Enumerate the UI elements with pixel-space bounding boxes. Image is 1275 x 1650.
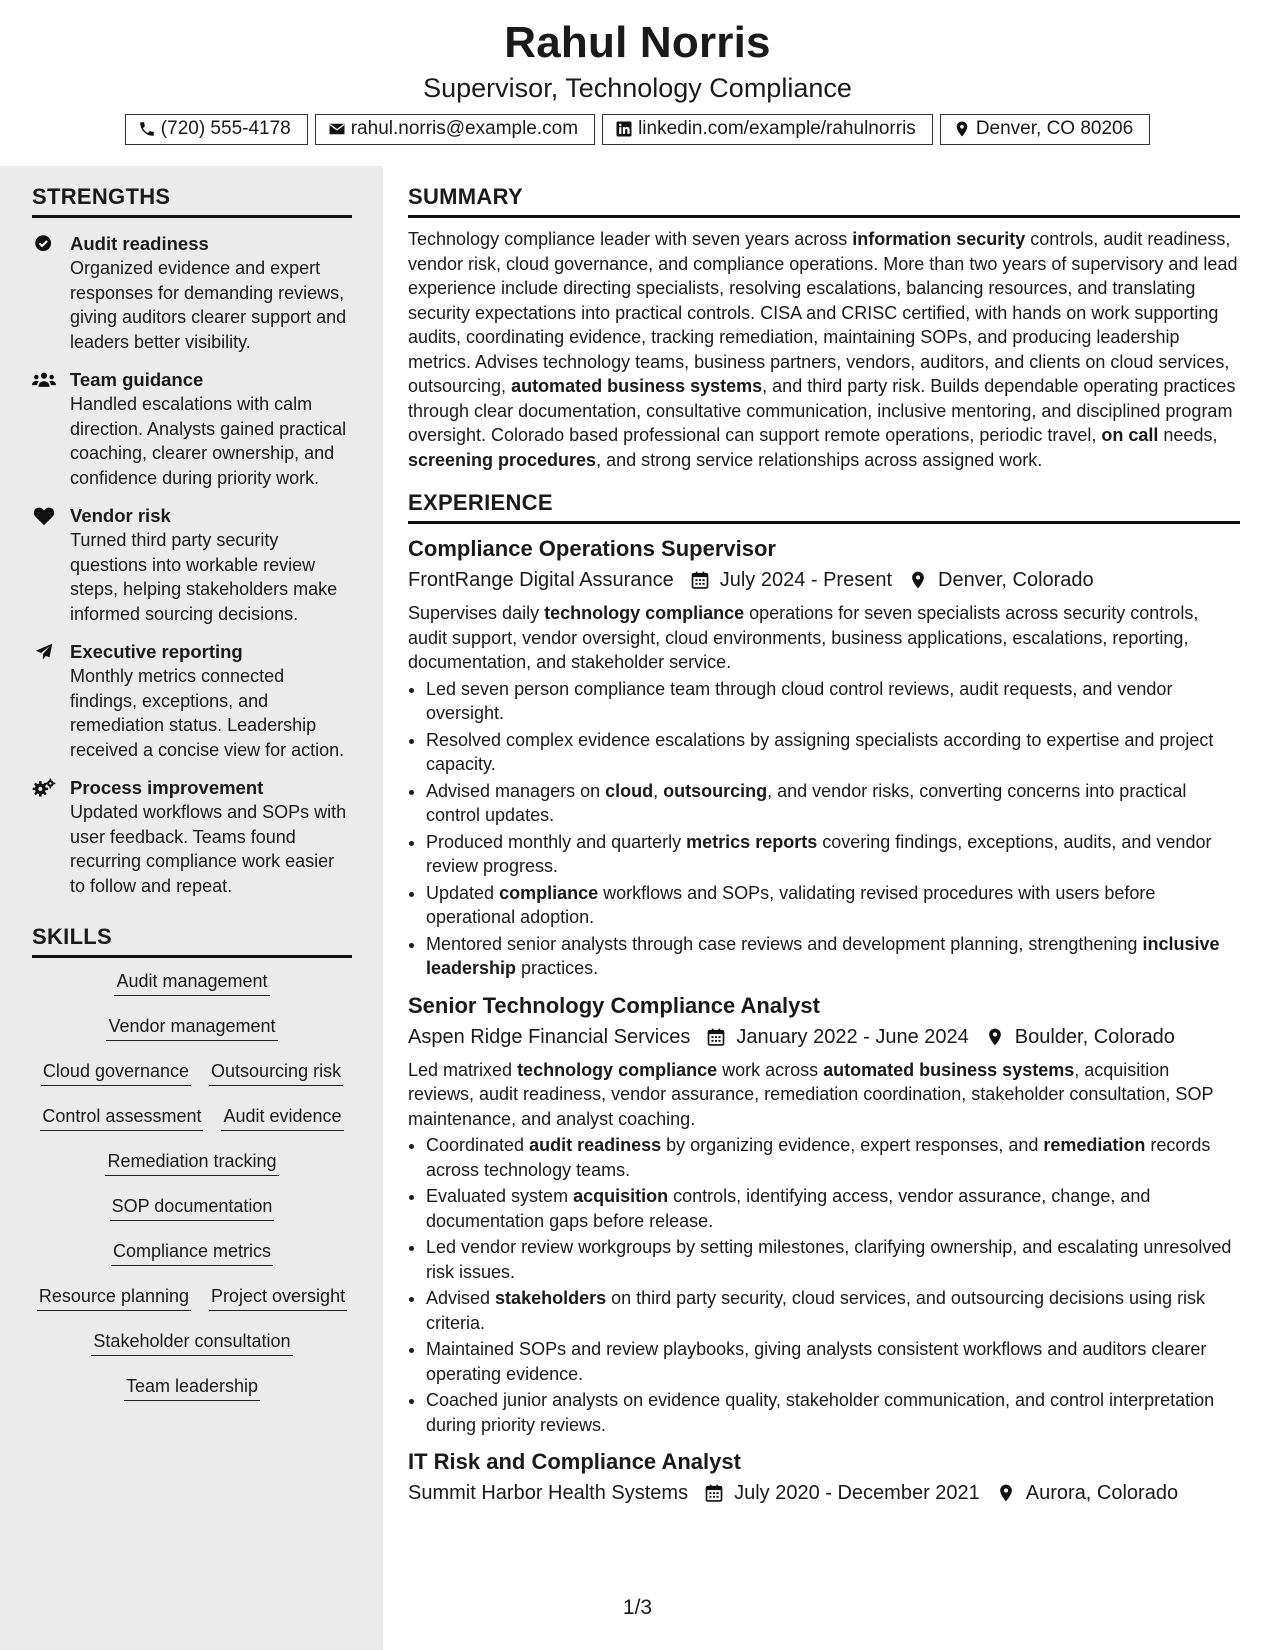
job-location: Boulder, Colorado <box>1014 1025 1175 1048</box>
strength-item <box>32 776 352 898</box>
emphasis-text: compliance <box>499 882 599 903</box>
strength-text: Organized evidence and expert responses for demanding reviews, giving auditors clearer support and leaders better visibility. <box>70 258 347 352</box>
text-run: Led seven person compliance team through cloud control reviews, audit requests, and vendor oversight. <box>426 678 1173 723</box>
skill-tag: Team leadership <box>124 1373 260 1401</box>
text-run: on third party security, cloud services, and outsourcing decisions using risk criteria. <box>426 1288 1206 1333</box>
emphasis-text: technology compliance <box>544 603 745 623</box>
text-run: by organizing evidence, expert responses, and <box>661 1135 1044 1155</box>
text-run: Updated <box>426 882 500 903</box>
text-run: Evaluated system <box>426 1186 574 1206</box>
job-meta <box>408 1478 1240 1508</box>
text-run: , and strong service relationships across assigned work. <box>596 449 1043 470</box>
text-run: workflows and SOPs, validating revised procedures with users before operational adoption. <box>426 882 1156 927</box>
emphasis-text: automated business systems <box>823 1059 1075 1080</box>
contact-linkedin[interactable] <box>602 114 933 145</box>
contact-location <box>940 114 1150 145</box>
job-bullet <box>426 677 1240 726</box>
candidate-title: Supervisor, Technology Compliance <box>423 73 852 103</box>
job-bullets <box>408 1133 1240 1437</box>
phone-icon <box>138 120 156 138</box>
text-run: Led vendor review workgroups by setting milestones, clarifying ownership, and escalating unresolved risk issues. <box>426 1237 1232 1282</box>
text-run: Led matrixed <box>408 1059 518 1080</box>
paper-plane-icon <box>32 642 56 662</box>
skills-list <box>32 968 352 1418</box>
text-run: Produced monthly and quarterly <box>426 831 687 852</box>
text-run: needs, <box>1158 425 1218 445</box>
job-meta <box>408 565 1240 595</box>
check-circle-icon <box>32 234 56 254</box>
job-title: IT Risk and Compliance Analyst <box>408 1449 741 1474</box>
calendar-icon <box>704 1483 724 1503</box>
skill-tag: Vendor management <box>106 1013 277 1041</box>
emphasis-text: information security <box>852 229 1026 249</box>
text-run: Technology compliance leader with seven years across <box>408 229 853 249</box>
job-bullet <box>426 1388 1240 1437</box>
job-bullet <box>426 932 1240 981</box>
contact-location-text: Denver, CO 80206 <box>975 118 1134 139</box>
contact-phone[interactable] <box>125 114 308 145</box>
job-company: FrontRange Digital Assurance <box>408 569 674 591</box>
job-bullet <box>426 728 1240 777</box>
page-number: 1/3 <box>622 1596 653 1619</box>
heart-icon <box>32 506 56 526</box>
job-bullet <box>426 779 1240 828</box>
strength-title: Executive reporting <box>70 641 243 662</box>
emphasis-text: acquisition <box>573 1186 669 1206</box>
emphasis-text: cloud <box>605 780 654 801</box>
experience-heading: EXPERIENCE <box>408 490 1240 524</box>
map-pin-icon <box>985 1027 1005 1047</box>
text-run: , <box>653 780 664 801</box>
contact-linkedin-text: linkedin.com/example/rahulnorris <box>638 118 916 139</box>
skill-tag: Control assessment <box>40 1103 203 1131</box>
text-run: Coached junior analysts on evidence quality, stakeholder communication, and control interpretation during priority reviews. <box>426 1390 1215 1435</box>
job-company: Aspen Ridge Financial Services <box>408 1025 691 1048</box>
skill-tag: Stakeholder consultation <box>91 1328 292 1356</box>
text-run: Supervises daily <box>408 603 545 623</box>
skill-tag: Outsourcing risk <box>209 1058 343 1086</box>
text-run: , and vendor risks, converting concerns into practical control updates. <box>426 780 1187 825</box>
strength-text: Monthly metrics connected findings, exceptions, and remediation status. Leadership received a concise view for action. <box>70 666 345 760</box>
job-bullets <box>408 677 1240 981</box>
contact-email-text: rahul.norris@example.com <box>350 118 579 139</box>
map-pin-icon <box>908 570 928 590</box>
users-icon <box>32 370 56 390</box>
job-dates: January 2022 - June 2024 <box>736 1025 969 1048</box>
summary-heading: SUMMARY <box>408 184 1240 218</box>
job-bullet <box>426 1184 1240 1233</box>
skill-tag: Audit evidence <box>221 1103 343 1131</box>
job-bullet <box>426 1337 1240 1386</box>
calendar-icon <box>706 1027 726 1047</box>
skills-heading: SKILLS <box>32 924 352 958</box>
contact-bar <box>0 114 1275 145</box>
skill-tag: SOP documentation <box>110 1193 275 1221</box>
text-run: records across technology teams. <box>426 1135 1211 1180</box>
text-run: covering findings, exceptions, audits, and vendor review progress. <box>426 831 1212 876</box>
job-location: Denver, Colorado <box>938 569 1094 591</box>
skill-tag: Resource planning <box>37 1283 191 1311</box>
job-description <box>408 1058 1240 1132</box>
contact-phone-text: (720) 555-4178 <box>160 118 291 139</box>
summary-text <box>408 227 1240 472</box>
sidebar <box>0 166 383 1650</box>
main-content <box>408 166 1240 1508</box>
job-location: Aurora, Colorado <box>1025 1482 1179 1504</box>
job-entry <box>408 1447 1240 1508</box>
strength-item <box>32 640 352 762</box>
job-title: Compliance Operations Supervisor <box>408 536 776 561</box>
job-bullet <box>426 881 1240 930</box>
text-run: Advised <box>426 1288 496 1308</box>
strength-text: Handled escalations with calm direction. Analysts gained practical coaching, clearer ownership, and confidence during priority work. <box>70 394 347 488</box>
strength-item <box>32 232 352 354</box>
skill-tag: Cloud governance <box>41 1058 191 1086</box>
strength-title: Process improvement <box>70 777 264 798</box>
map-pin-icon <box>953 120 971 138</box>
emphasis-text: stakeholders <box>495 1288 607 1308</box>
emphasis-text: inclusive leadership <box>426 933 1220 978</box>
strength-title: Team guidance <box>70 369 204 390</box>
envelope-icon <box>328 120 346 138</box>
job-bullet <box>426 830 1240 879</box>
job-company: Summit Harbor Health Systems <box>408 1482 689 1504</box>
strength-title: Vendor risk <box>70 505 171 526</box>
job-dates: July 2024 - Present <box>719 569 893 591</box>
emphasis-text: technology compliance <box>517 1059 718 1080</box>
map-pin-icon <box>996 1483 1016 1503</box>
text-run: Mentored senior analysts through case reviews and development planning, strengthening <box>426 933 1143 954</box>
strength-title: Audit readiness <box>70 233 209 254</box>
text-run: Coordinated <box>426 1135 530 1155</box>
skill-tag: Remediation tracking <box>105 1148 278 1176</box>
text-run: , and third party risk. Builds dependable operating practices through clear documentation, consultative communication, inclusive mentoring, and disciplined program oversight. Colorado based professional can support remote operations, periodic travel, <box>408 376 1236 445</box>
job-entry <box>408 534 1240 981</box>
text-run: work across <box>717 1059 824 1080</box>
skill-tag: Audit management <box>114 968 269 996</box>
text-run: operations for seven specialists across security controls, audit support, vendor oversight, cloud environments, business applications, escalations, reporting, documentation, and stakeholder service. <box>408 603 1199 672</box>
strength-text: Turned third party security questions into workable review steps, helping stakeholders make informed sourcing decisions. <box>70 530 338 624</box>
text-run: Maintained SOPs and review playbooks, giving analysts consistent workflows and auditors clearer operating evidence. <box>426 1339 1207 1384</box>
job-dates: July 2020 - December 2021 <box>734 1482 980 1504</box>
text-run: controls, identifying access, vendor assurance, change, and documentation gaps before release. <box>426 1186 1151 1231</box>
candidate-name: Rahul Norris <box>504 18 771 67</box>
job-bullet <box>426 1235 1240 1284</box>
strength-item <box>32 368 352 490</box>
job-bullet <box>426 1286 1240 1335</box>
emphasis-text: metrics reports <box>686 831 818 852</box>
contact-email[interactable] <box>315 114 595 145</box>
job-entry <box>408 991 1240 1438</box>
text-run: Advised managers on <box>426 780 606 801</box>
text-run: Resolved complex evidence escalations by assigning specialists according to expertise and project capacity. <box>426 729 1214 774</box>
resume-header <box>0 0 1275 166</box>
emphasis-text: on call <box>1101 425 1159 445</box>
job-title: Senior Technology Compliance Analyst <box>408 992 820 1018</box>
text-run: , acquisition reviews, audit readiness, vendor assurance, remediation coordination, stakeholder consultation, SOP maintenance, and analyst coaching. <box>408 1059 1214 1129</box>
gears-icon <box>32 778 56 798</box>
skill-tag: Compliance metrics <box>111 1238 273 1266</box>
job-meta <box>408 1022 1240 1052</box>
strength-text: Updated workflows and SOPs with user feedback. Teams found recurring compliance work easier to follow and repeat. <box>70 802 347 896</box>
strengths-heading: STRENGTHS <box>32 184 352 218</box>
job-description <box>408 601 1240 675</box>
emphasis-text: outsourcing <box>663 780 768 801</box>
text-run: practices. <box>516 958 599 978</box>
text-run: controls, audit readiness, vendor risk, cloud governance, and compliance operations. More than two years of supervisory and lead experience include directing specialists, resolving escalations, balancing resources, and translating security expectations into practical controls. CISA and CRISC certified, with hands on work supporting audits, coordinating evidence, tracking remediation, maintaining SOPs, and producing leadership metrics. Advises technology teams, business partners, vendors, auditors, and clients on cloud services, outsourcing, <box>408 229 1238 396</box>
emphasis-text: screening procedures <box>408 449 597 470</box>
skill-tag: Project oversight <box>209 1283 347 1311</box>
emphasis-text: remediation <box>1043 1135 1146 1155</box>
calendar-icon <box>690 570 710 590</box>
emphasis-text: audit readiness <box>529 1135 662 1155</box>
strength-item <box>32 504 352 626</box>
linkedin-icon <box>615 120 633 138</box>
emphasis-text: automated business systems <box>511 376 763 396</box>
job-bullet <box>426 1133 1240 1182</box>
